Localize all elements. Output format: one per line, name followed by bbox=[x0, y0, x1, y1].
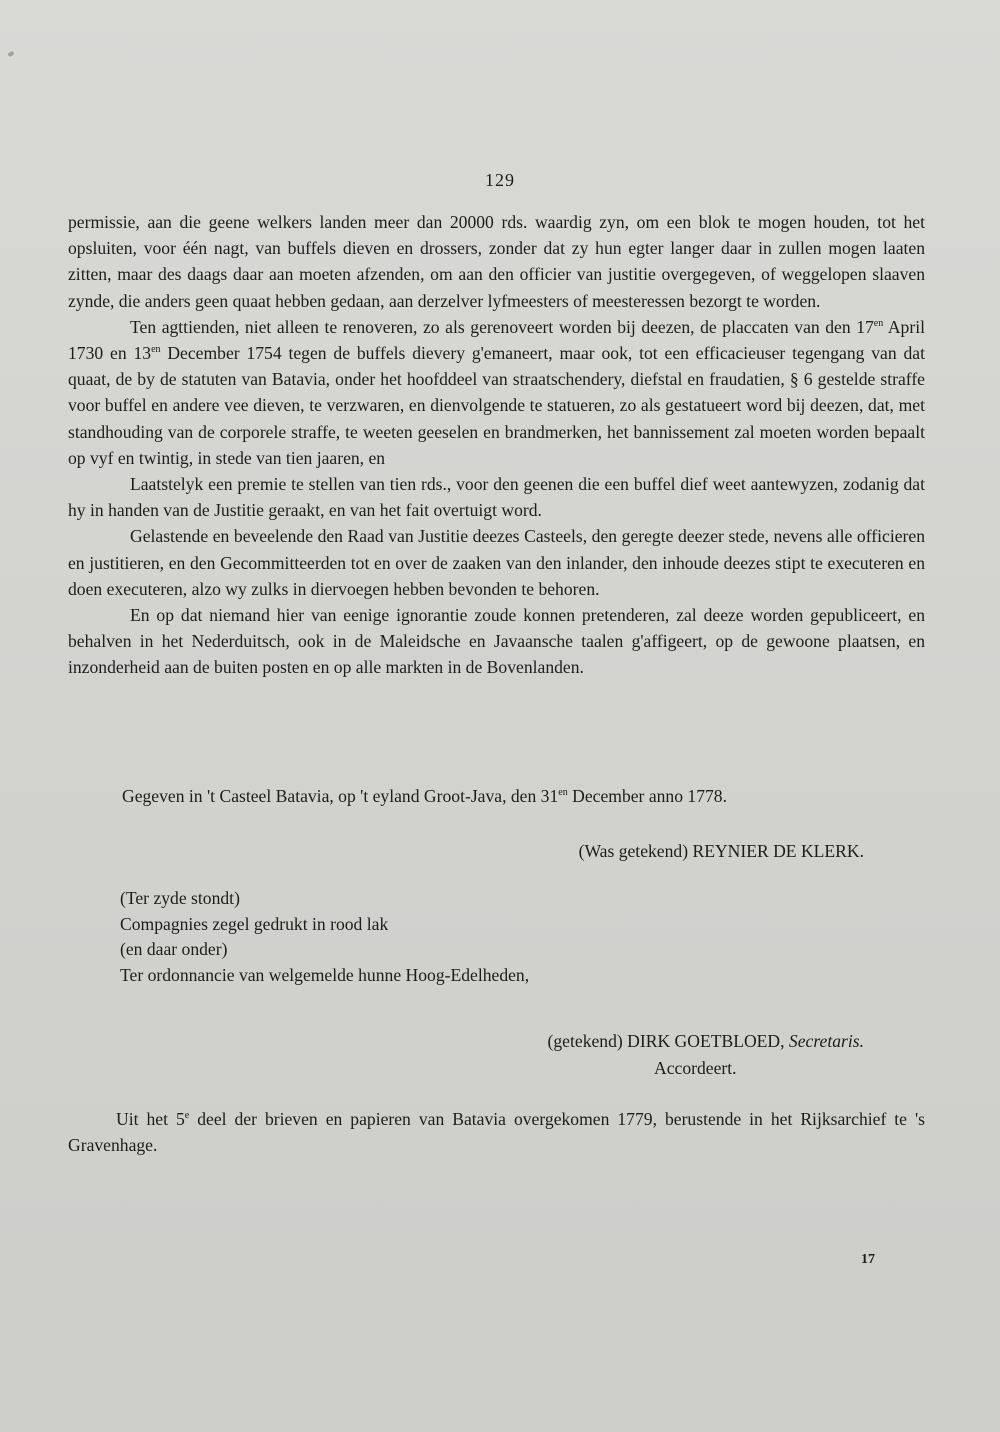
signature-klerk: (Was getekend) REYNIER DE KLERK. bbox=[578, 841, 864, 861]
sidenote-line: (Ter zyde stondt) bbox=[120, 888, 240, 908]
signature-mark: 17 bbox=[861, 1252, 875, 1267]
paragraph-1: permissie, aan die geene welkers landen meer dan 20000 rds. waardig zyn, om een blok te mogen houden, tot het opsluiten, voor één nagt, van buffels dieven en drossers, zonder dat zy hun egter langer daar in zullen mogen laaten zitten, maar des daags daar aan moeten afzenden, om aan den officier van justitie overgegeven, of weggelopen slaaven zynde, die anders geen quaat hebben gedaan, aan derzelver lyfmeesters of meesteressen bezorgt te worden. bbox=[68, 212, 925, 311]
paragraph-5: En op dat niemand hier van eenige ignorantie zoude konnen pretenderen, zal deeze worden gepubliceert, en behalven in het Nederduitsch, ook in de Maleidsche en Javaansche taalen g'affigeert, op de gewoone plaatsen, en inzonderheid aan de buiten posten en op alle markten in de Bovenlanden. bbox=[68, 605, 925, 678]
sidenote-line: Compagnies zegel gedrukt in rood lak bbox=[120, 913, 389, 934]
dated-line: Gegeven in 't Casteel Batavia, op 't eyland Groot-Java, den $31^{en}$ December anno 1778. bbox=[122, 786, 727, 806]
sidenote-line: (en daar onder) bbox=[120, 939, 228, 959]
accordeert: Accordeert. bbox=[654, 1058, 737, 1078]
paragraph-3: Laatstelyk een premie te stellen van tien rds., voor den geenen die een buffel dief weet aantewyzen, zodanig dat hy in handen van de Justitie geraakt, en van het fait overtuigt word. bbox=[68, 474, 925, 521]
paragraph-2: Ten agttienden, niet alleen te renoveren, zo als gerenoveert worden bij deezen, de placcaten van den $17^{en}$ April 1730 en $13^{en}$ December 1754 tegen de buffels dievery g'emaneert, maar ook, tot een efficacieuser tegengang van dat quaat, de by de statuten van Batavia, onder het hoofddeel van straatschendery, diefstal en fraudatien, § 6 gestelde straffe voor buffel en andere vee dieven, te verzwaren, en dienvolgende te statueren, zo als gestatueert word bij deezen, dat, met standhouding van de corporele straffe, te weeten geeselen en brandmerken, het bannissement zal moeten worden bepaalt op vyf en twintig, in stede van tien jaaren, en bbox=[68, 316, 925, 468]
sidenote-line: Ter ordonnancie van welgemelde hunne Hoog-Edelheden, bbox=[120, 964, 530, 985]
paper-speck bbox=[7, 51, 14, 57]
source-note bbox=[68, 1106, 925, 1158]
signature-goetbloed: (getekend) DIRK GOETBLOED, Secretaris. bbox=[547, 1031, 864, 1051]
body-text bbox=[68, 209, 925, 681]
source-paragraph: Uit het 5e deel der brieven en papieren van Batavia overgekomen 1779, berustende in het Rijksarchief te 's Gravenhage. bbox=[68, 1109, 925, 1155]
sidenote bbox=[120, 886, 529, 988]
page-number: 129 bbox=[485, 170, 515, 190]
paragraph-4: Gelastende en beveelende den Raad van Justitie deezes Casteels, den geregte deezer stede, nevens alle officieren en justitieren, en den Gecommitteerden tot en over de zaaken van den inlander, den inhoude deezes stipt te executeren en doen executeren, alzo wy zulks in diervoegen hebben bevonden te behoren. bbox=[68, 526, 925, 599]
